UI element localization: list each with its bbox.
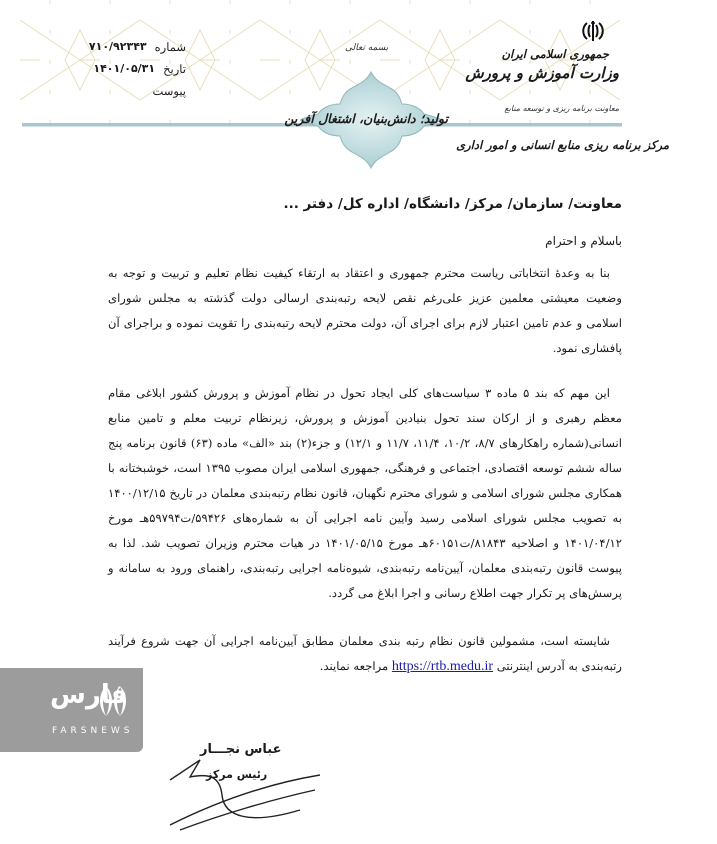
letter-number: شماره ۷۱۰/۹۲۳۴۳	[88, 40, 186, 54]
letter-date: تاریخ ۱۴۰۱/۰۵/۳۱	[93, 62, 186, 76]
signatory-title: رئیس مرکز	[206, 768, 268, 781]
slogan: تولید؛ دانش‌بنیان، اشتغال آفرین	[284, 111, 448, 126]
farsnews-watermark	[0, 668, 143, 752]
farsnews-name-en: FARSNEWS	[52, 726, 134, 736]
closing-paragraph: شایسته است، مشمولین قانون نظام رتبه بندی معلمان مطابق آیین‌نامه اجرایی آن جهت شروع فرآیند رتبه‌بندی به آدرس اینترنتی https://rtb.medu.ir مراجعه نمایند.	[108, 634, 622, 674]
letter-meta	[66, 36, 186, 102]
farsnews-name-fa: فارس	[50, 680, 128, 710]
greeting: باسلام و احترام	[545, 234, 622, 248]
letterhead	[0, 0, 717, 170]
iran-emblem-icon	[580, 18, 606, 44]
paragraph-2: این مهم که بند ۵ ماده ۳ سیاست‌های کلی ایجاد تحول در نظام آموزش و پرورش کشور ابلاغی مقام معظم رهبری و از ارکان سند تحول بنیادین آموزش و پرورش، زیرنظام تربیت معلم و تامین منابع انسانی(شماره راهکارهای ۸/۷، ۱۰/۲، ۱۱/۴، ۱۱/۷ و ۱۲/۱) و جزء(۲) بند «الف» ماده (۶۳) قانون برنامه پنج ساله ششم توسعه اقتصادی، اجتماعی و فرهنگی، جمهوری اسلامی ایران مصوب ۱۳۹۵ است، خوشبختانه با همکاری مجلس شورای اسلامی و شورای محترم نگهبان، قانون نظام رتبه‌بندی معلمان در تاریخ ۱۴۰۰/۱۲/۱۵ به تصویب مجلس شورای اسلامی رسید وآیین نامه اجرایی آن به شماره‌های ۵۹۴۲۶/ت۵۹۷۹۴هـ مورخ ۱۴۰۱/۰۴/۱۲ و اصلاحیه ۸۱۸۴۳/ت۶۰۱۵۱هـ مورخ ۱۴۰۱/۰۵/۱۵ در هیات محترم وزیران تصویب شد. لذا به پیوست قانون رتبه‌بندی معلمان، آیین‌نامه رتبه‌بندی، شیوه‌نامه اجرایی رتبه‌بندی، راهنمای ورود به سامانه و پرسش‌های پر تکرار جهت اطلاع رسانی و اجرا ابلاغ می گردد.	[108, 386, 622, 600]
signatory-name: عباس نجـــار	[200, 742, 282, 757]
bismillah: بسمه تعالی	[345, 43, 389, 53]
gov-ministry: وزارت آموزش و پرورش	[465, 64, 619, 82]
letter-attachment: پیوست	[152, 84, 186, 98]
gov-center: مرکز برنامه ریزی منابع انسانی و امور اداری	[456, 138, 669, 152]
rtb-website-link[interactable]: https://rtb.medu.ir	[391, 659, 494, 674]
handwritten-signature	[160, 755, 320, 835]
gov-republic: جمهوری اسلامی ایران	[501, 47, 609, 61]
addressee: معاونت/ سازمان/ مرکز/ دانشگاه/ اداره کل/ دفتر ...	[283, 196, 622, 212]
paragraph-1: بنا به وعدهٔ انتخاباتی ریاست محترم جمهوری و اعتقاد به ارتقاء کیفیت نظام تعلیم و تربیت و توجه به وضعیت معیشتی معلمین عزیز علی‌رغم نقص لایحه رتبه‌بندی ارسالی دولت گذشته به مجلس شورای اسلامی و عدم تامین اعتبار لازم برای اجرای آن، دولت محترم لایحه رتبه‌بندی را تقویت نموده و براجرای آن پافشاری نمود.	[108, 266, 622, 355]
gov-deputy: معاونت برنامه ریزی و توسعه منابع	[504, 104, 619, 113]
